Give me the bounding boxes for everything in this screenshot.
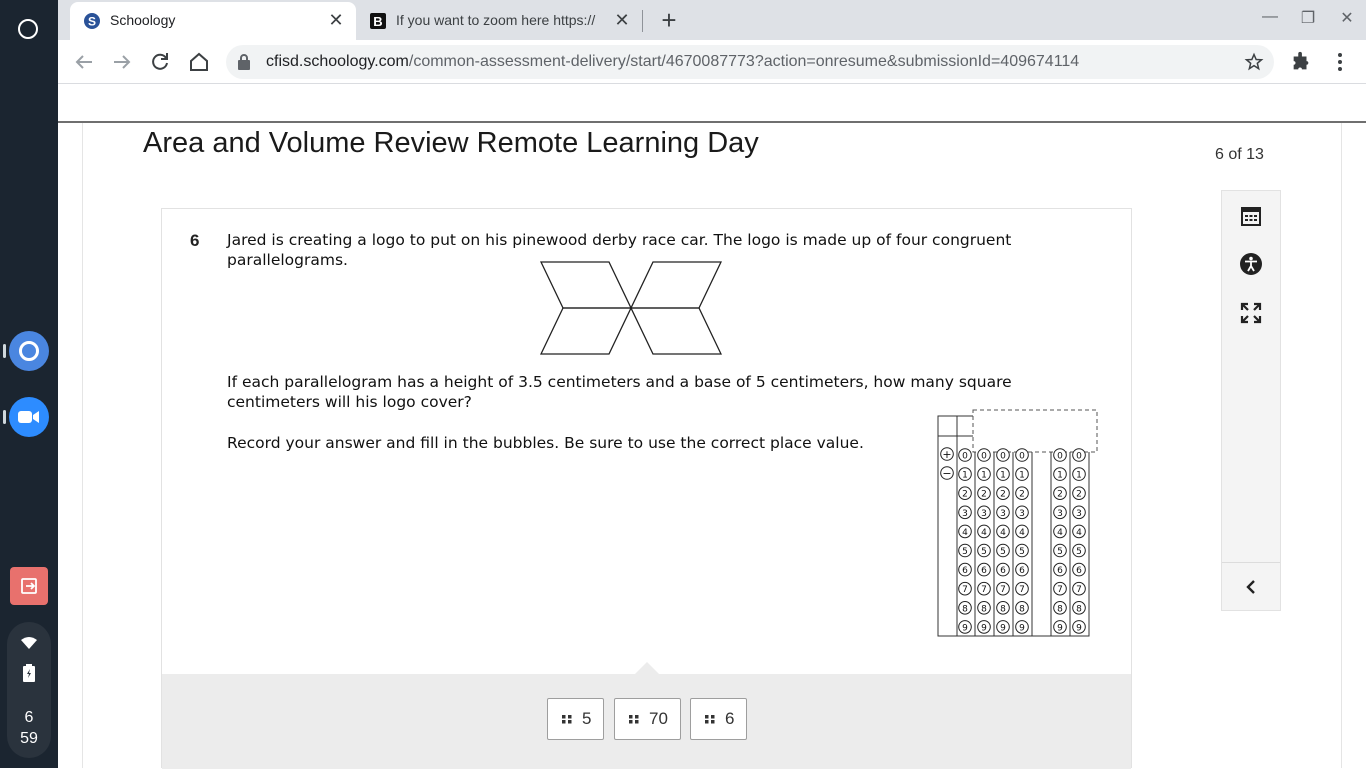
digit-bubble-label: 6 [1057,566,1063,577]
url-path: /common-assessment-delivery/start/4670087773?action=onresume&submissionId=409674114 [408,53,1080,70]
digit-bubble-label: 8 [962,604,968,615]
url-host: cfisd.schoology.com [266,53,409,70]
close-window-icon[interactable]: ✕ [1340,10,1354,27]
zoom-app-icon[interactable] [9,397,49,437]
calendar-icon[interactable] [1239,204,1263,228]
tool-panel [1221,190,1281,611]
digit-bubble-label: 8 [1057,604,1063,615]
launcher-button[interactable] [9,10,47,48]
digit-bubble-label: 9 [981,623,987,634]
close-tab-icon[interactable]: ✕ [614,10,630,30]
digit-bubble-label: 2 [962,489,968,500]
digit-bubble-label: 7 [1019,585,1025,596]
digit-bubble-label: 6 [962,566,968,577]
digit-bubble-label: 0 [1057,451,1063,462]
digit-bubble-label: 5 [1000,547,1006,557]
question-instructions: Record your answer and fill in the bubbles. Be sure to use the correct place value. [227,434,864,452]
tab-separator [642,10,643,32]
sign-bubble-label: + [942,448,952,461]
digit-bubble-label: 5 [962,547,968,557]
digit-bubble-label: 6 [981,566,987,577]
digit-bubble-label: 4 [1057,527,1063,538]
svg-text:B: B [373,14,383,29]
answer-chip-label: 70 [649,709,668,728]
tab-schoology[interactable] [70,2,356,40]
digit-bubble-label: 5 [1019,547,1025,557]
digit-bubble-label: 9 [1000,623,1006,634]
question-stem: Jared is creating a logo to put on his pinewood derby race car. The logo is made up of four congruent parallelograms. [227,231,1012,269]
sign-bubble-label: − [942,467,952,480]
digit-bubble-label: 0 [981,451,987,462]
tab-title: If you want to zoom here https:// [396,12,596,28]
question-counter: 6 of 13 [1215,146,1264,163]
os-shelf [0,0,58,768]
digit-bubble-label: 0 [1019,451,1025,462]
answer-chip-70[interactable] [614,698,681,740]
digit-bubble-label: 4 [1000,527,1006,538]
digit-bubble-label: 8 [1076,604,1082,615]
digit-bubble-label: 5 [1057,547,1063,557]
question-panel [161,208,1132,768]
drag-handle-icon [705,714,715,724]
drag-handle-icon [562,714,572,724]
digit-bubble-label: 9 [1076,623,1082,634]
digit-bubble-label: 0 [1000,451,1006,462]
battery-icon [23,664,35,682]
digit-bubble-label: 7 [1000,585,1006,596]
new-tab-button[interactable]: + [661,5,677,35]
minimize-icon[interactable]: — [1262,8,1278,25]
svg-text:S: S [87,14,97,29]
answer-drop-zone[interactable] [973,410,1097,452]
brainly-favicon-icon [369,12,387,30]
digit-bubble-label: 9 [962,623,968,634]
digit-bubble-label: 0 [962,451,968,462]
digit-bubble-label: 2 [1057,489,1063,500]
digit-bubble-label: 8 [1000,604,1006,615]
digit-bubble-label: 8 [981,604,987,615]
question-prompt: If each parallelogram has a height of 3.5 centimeters and a base of 5 centimeters, how many square centimeters will his logo cover? [227,373,1012,411]
digit-bubble-label: 7 [981,585,987,596]
digit-bubble-label: 3 [981,508,987,519]
digit-bubble-label: 6 [1076,566,1082,577]
drag-handle-icon [629,714,639,724]
status-tray[interactable] [7,622,51,758]
collapse-chevron-icon[interactable] [1239,575,1263,599]
digit-bubble-label: 3 [1076,508,1082,519]
digit-bubble-label: 1 [1057,470,1063,481]
address-bar[interactable] [226,45,1274,79]
browser-toolbar [58,40,1366,84]
digit-bubble-label: 6 [1019,566,1025,577]
running-indicator [3,344,6,358]
digit-bubble-label: 2 [981,489,987,500]
forward-icon[interactable] [110,50,134,74]
answer-chip-label: 5 [582,709,592,728]
digit-bubble-label: 1 [1019,470,1025,481]
fullscreen-icon[interactable] [1239,301,1263,325]
digit-bubble-label: 4 [962,527,968,538]
wifi-icon [21,637,37,649]
digit-bubble-label: 4 [1076,527,1082,538]
digit-bubble-label: 1 [1000,470,1006,481]
digit-bubble-label: 3 [1019,508,1025,519]
parallelogram-logo-figure [540,260,722,356]
digit-bubble-label: 7 [1076,585,1082,596]
page-content [58,85,1366,768]
digit-bubble-label: 4 [981,527,987,538]
answer-bank [162,674,1131,769]
digit-bubble-label: 4 [1019,527,1025,538]
digit-bubble-label: 1 [1076,470,1082,481]
exit-app-icon[interactable] [10,567,48,605]
launcher-icon [18,19,38,39]
digit-bubble-label: 8 [1019,604,1025,615]
digit-bubble-label: 3 [1000,508,1006,519]
digit-bubble-label: 0 [1076,451,1082,462]
home-icon[interactable] [187,50,211,74]
digit-bubble-label: 5 [1076,547,1082,557]
kebab-menu-icon[interactable] [1330,51,1350,73]
tab-title: Schoology [110,12,176,28]
digit-bubble-label: 7 [962,585,968,596]
digit-bubble-label: 2 [1000,489,1006,500]
tool-panel-divider [1222,562,1280,563]
answer-chip-6[interactable] [690,698,747,740]
answer-bank-pointer [635,662,659,674]
clock-minute: 59 [20,730,38,747]
answer-chip-5[interactable] [547,698,604,740]
extensions-icon[interactable] [1290,51,1312,73]
bookmark-star-icon[interactable] [1244,52,1264,72]
question-number: 6 [190,231,200,250]
digit-bubble-label: 2 [1019,489,1025,500]
tab-strip [58,0,1366,40]
restore-icon[interactable]: ❐ [1300,10,1316,27]
reload-icon[interactable] [148,50,172,74]
digit-bubble-label: 7 [1057,585,1063,596]
clock-hour: 6 [24,709,34,726]
back-icon[interactable] [72,50,96,74]
tab-brainly[interactable] [356,2,642,40]
running-indicator [3,410,6,424]
url-text[interactable] [266,53,1079,71]
digit-bubble-label: 3 [962,508,968,519]
digit-bubble-label: 5 [981,547,987,557]
assessment-title: Area and Volume Review Remote Learning Day [143,127,759,159]
digit-bubble-label: 9 [1019,623,1025,634]
griddable-answer-grid[interactable] [937,409,1099,637]
answer-chip-label: 6 [725,709,735,728]
digit-bubble-label: 9 [1057,623,1063,634]
lock-icon[interactable] [238,54,250,70]
schoology-favicon-icon [83,12,101,30]
digit-bubble-label: 6 [1000,566,1006,577]
digit-bubble-label: 2 [1076,489,1082,500]
digit-bubble-label: 1 [981,470,987,481]
clock [7,707,51,749]
accessibility-icon[interactable] [1239,252,1263,276]
close-tab-icon[interactable]: ✕ [328,10,344,30]
digit-bubble-label: 1 [962,470,968,481]
chrome-app-icon[interactable] [9,331,49,371]
digit-bubble-label: 3 [1057,508,1063,519]
